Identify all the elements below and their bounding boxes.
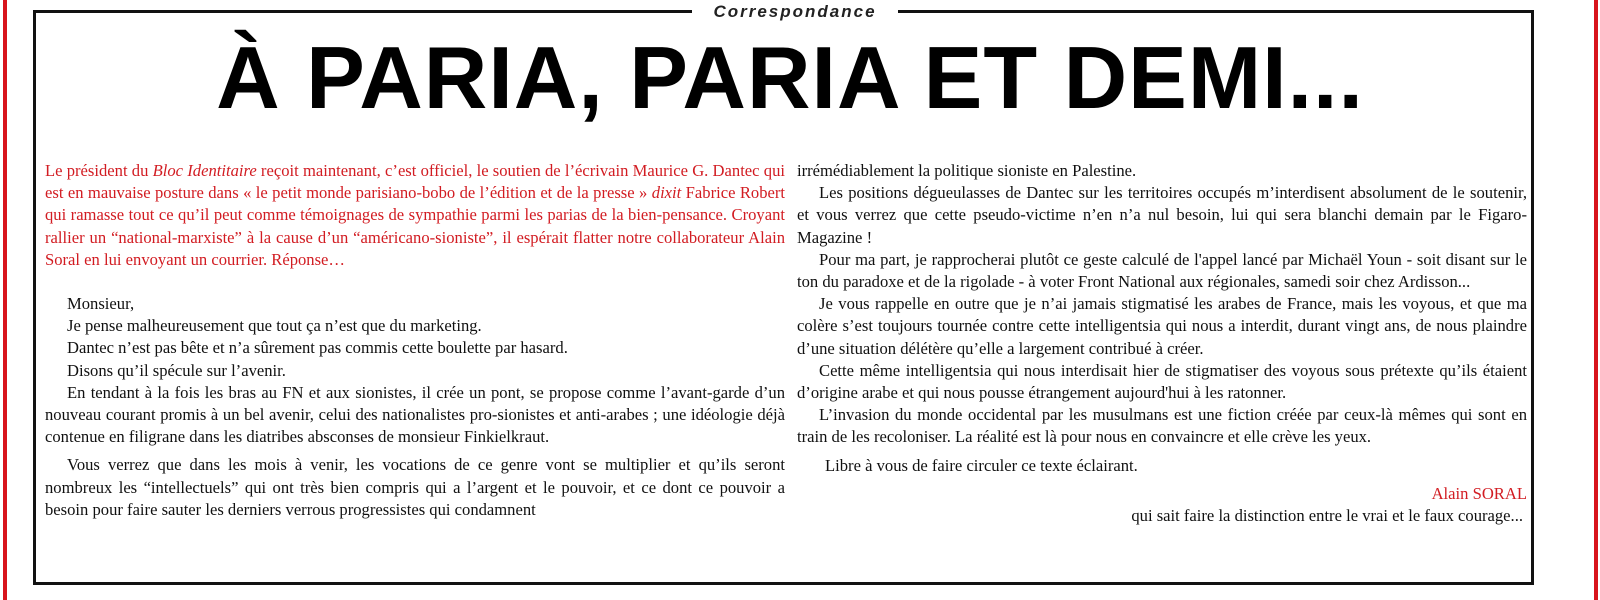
letter-closing: Libre à vous de faire circuler ce texte éclairant. xyxy=(825,455,1138,475)
right-column xyxy=(797,160,1527,527)
intro-part: Le président du xyxy=(45,161,153,180)
intro-bloc-name: Bloc Identitaire xyxy=(152,161,257,180)
intro-text xyxy=(45,160,785,271)
signature-tagline: qui sait faire la distinction entre le vrai et le faux courage... xyxy=(1131,506,1523,526)
right-red-rule xyxy=(1594,0,1598,600)
letter-paragraph: Dantec n’est pas bête et n’a sûrement pas commis cette boulette par hasard. xyxy=(67,338,568,358)
salutation: Monsieur, xyxy=(67,294,135,314)
section-kicker: Correspondance xyxy=(692,0,898,24)
signature-name: Alain SORAL xyxy=(1431,483,1527,503)
letter-paragraph: Je vous rappelle en outre que je n’ai jamais stigmatisé les arabes de France, mais les voyous, et que ma colère s’est toujours tournée contre cette intelligentsia qui nous a interdit, durant vingt ans, de nous plaindre d’une situation délétère qu’elle a largement contribué à créer. xyxy=(797,294,1527,358)
letter-paragraph: Je pense malheureusement que tout ça n’est que du marketing. xyxy=(67,316,482,336)
letter-paragraph: Pour ma part, je rapprocherai plutôt ce geste calculé de l'appel lancé par Michaël Youn - soit disant sur le ton du paradoxe et de la rigolade - à voter Front National aux régionales, samedi soir chez Ardisson... xyxy=(797,249,1527,292)
intro-dixit: dixit xyxy=(651,183,682,203)
left-red-rule xyxy=(3,0,7,600)
left-column xyxy=(45,160,785,521)
letter-paragraph: irrémédiablement la politique sioniste en Palestine. xyxy=(797,161,1137,180)
letter-paragraph: En tendant à la fois les bras au FN et aux sionistes, il crée un pont, se propose comme l’avant-garde d’un nouveau courant promis à un bel avenir, celui des nationalistes pro-sionistes et anti-arabes ; une idéologie déjà contenue en filigrane dans les diatribes absconses de monsieur Finkielkraut. xyxy=(45,382,785,447)
headline: À PARIA, PARIA ET DEMI... xyxy=(216,28,1364,127)
intro-part: Fabrice Robert qui ramasse tout ce qu’il peut comme témoignages de sympathie parmi les parias de la bien-pensance. Croyant rallier un “national-marxiste” à la cause d’un “américano-sioniste”, il espérait flatter notre collaborateur Alain Soral en lui envoyant un courrier. Réponse… xyxy=(45,183,786,269)
intro-paragraph xyxy=(45,160,785,271)
letter-paragraph: Cette même intelligentsia qui nous interdisait hier de stigmatiser des voyous sous prétexte qu’ils étaient d’origine arabe et qui nous pousse étrangement aujourd'hui à les ratonner. xyxy=(797,360,1527,403)
letter-paragraph: Vous verrez que dans les mois à venir, les vocations de ce genre vont se multiplier et qu’ils seront nombreux les “intellectuels” qui ont très bien compris qui a l’argent et le pouvoir, et ce dont ce pouvoir a besoin pour faire sauter les derniers verrous progressistes qui condamnent xyxy=(45,455,785,519)
letter-paragraph: Les positions dégueulasses de Dantec sur les territoires occupés m’interdisent absolument de le soutenir, et vous verrez que cette pseudo-victime n’en n’a nul besoin, lui qui sera blanchi demain par le Figaro-Magazine ! xyxy=(797,183,1527,247)
intro-part: reçoit maintenant, c’est officiel, le soutien de l’écrivain Maurice G. Dantec qui est en mauvaise posture dans « le petit monde parisiano-bobo de l’édition et de la presse » xyxy=(45,161,785,203)
letter-paragraph: L’invasion du monde occidental par les musulmans est une fiction créée par ceux-là mêmes qui sont en train de les recoloniser. La réalité est là pour nous en convaincre et elle crève les yeux. xyxy=(797,405,1527,447)
letter-body-left xyxy=(45,293,785,521)
letter-paragraph: Disons qu’il spécule sur l’avenir. xyxy=(67,360,286,380)
